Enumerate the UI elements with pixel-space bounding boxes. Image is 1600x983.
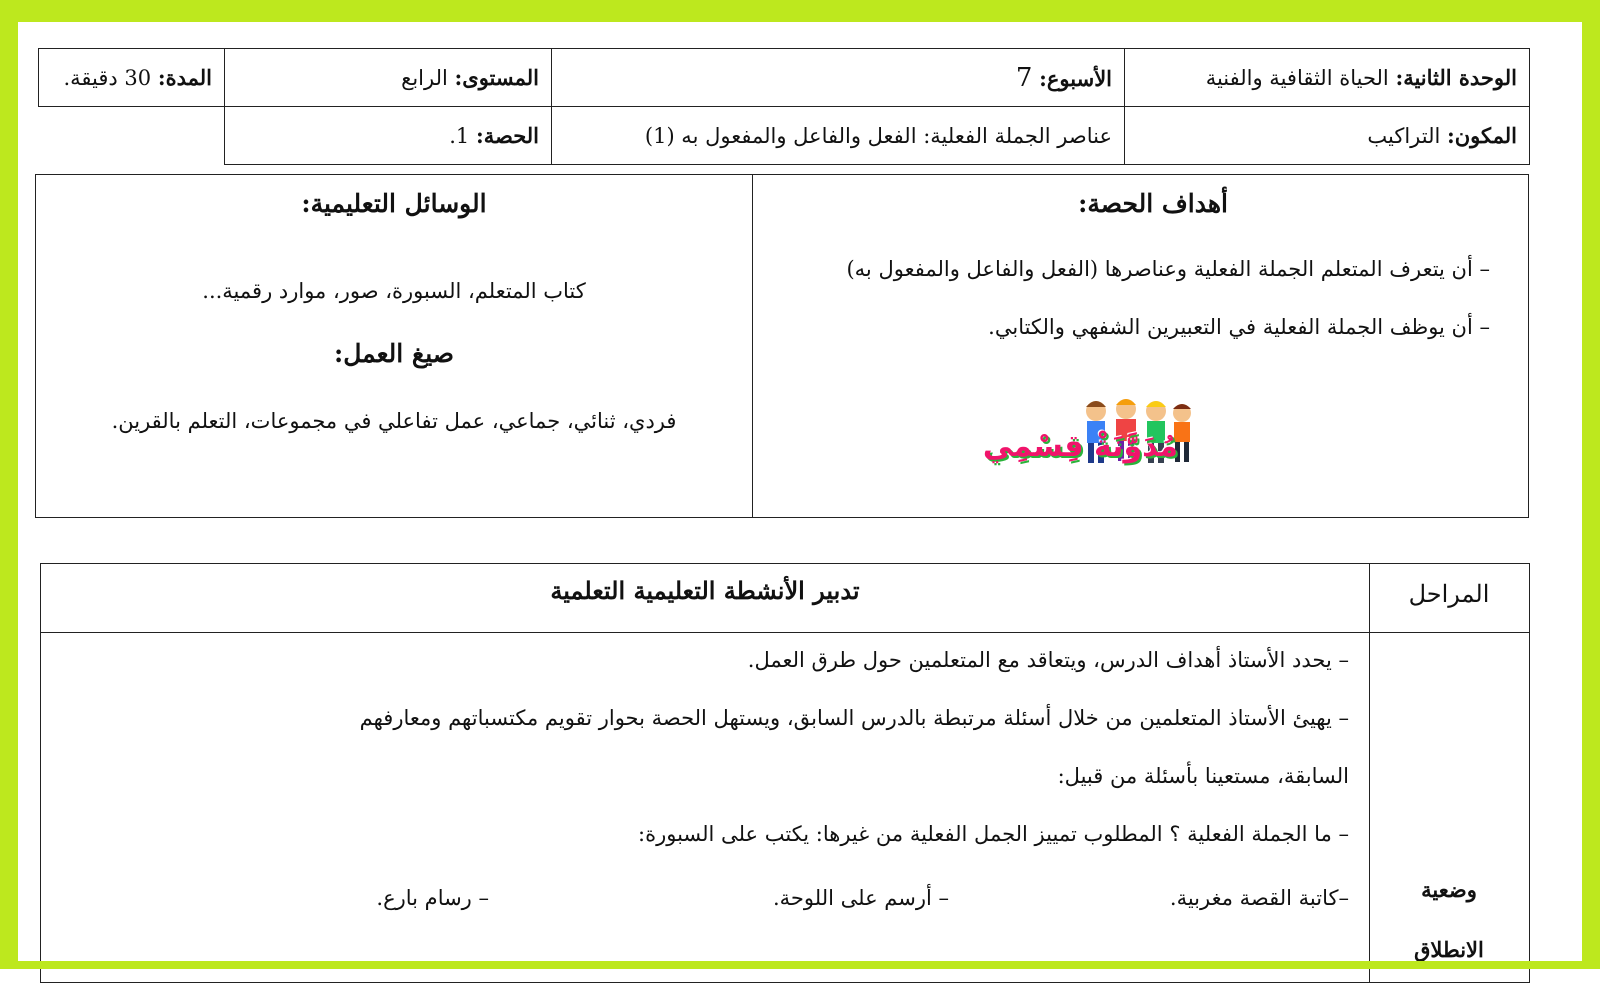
activity-line-1: – يحدد الأستاذ أهداف الدرس، ويتعاقد مع المتعلمين حول طرق العمل. bbox=[747, 648, 1349, 672]
goals-title: أهداف الحصة: bbox=[1078, 189, 1228, 218]
resources-title: الوسائل التعليمية: bbox=[301, 189, 487, 218]
activity-line-3: السابقة، مستعينا بأسئلة من قبيل: bbox=[1057, 764, 1349, 788]
activity-line-4: – ما الجملة الفعلية ؟ المطلوب تمييز الجمل الفعلية من غيرها: يكتب على السبورة: bbox=[638, 822, 1349, 846]
topic-cell: عناصر الجملة الفعلية: الفعل والفاعل والمفعول به (1) bbox=[552, 107, 1125, 165]
section-divider bbox=[752, 175, 753, 517]
logo-text: مُدَوَّنَةْ قِسْمِي bbox=[982, 429, 1178, 464]
blog-logo bbox=[898, 393, 1198, 483]
component-cell: المكون: التراكيب bbox=[1125, 107, 1530, 165]
duration-cell: المدة: 30 دقيقة. bbox=[39, 49, 225, 107]
stages-header: المراحل bbox=[1408, 580, 1490, 608]
goal-item-2: – أن يوظف الجملة الفعلية في التعبيرين الشفهي والكتابي. bbox=[988, 315, 1490, 339]
empty-cell bbox=[39, 107, 225, 165]
stage-name bbox=[1369, 860, 1529, 980]
unit-cell: الوحدة الثانية: الحياة الثقافية والفنية bbox=[1125, 49, 1530, 107]
activities-table bbox=[40, 563, 1530, 983]
example-2: – أرسم على اللوحة. bbox=[772, 886, 949, 910]
example-1: –كاتبة القصة مغربية. bbox=[1169, 886, 1349, 910]
goal-item-1: – أن يتعرف المتعلم الجملة الفعلية وعناصرها (الفعل والفاعل والمفعول به) bbox=[846, 257, 1490, 281]
week-cell: الأسبوع: 7 bbox=[552, 49, 1125, 107]
activities-header: تدبير الأنشطة التعليمية التعلمية bbox=[550, 576, 860, 605]
stage-name-line-2: الانطلاق bbox=[1414, 937, 1484, 962]
goals-resources-box bbox=[35, 174, 1529, 518]
example-3: – رسام بارع. bbox=[376, 886, 489, 910]
activity-line-2: – يهيئ الأستاذ المتعلمين من خلال أسئلة مرتبطة بالدرس السابق، ويستهل الحصة بحوار تقويم مكتسباتهم ومعارفهم bbox=[359, 706, 1349, 730]
work-forms-text: فردي، ثنائي، جماعي، عمل تفاعلي في مجموعات، التعلم بالقرين. bbox=[111, 409, 677, 433]
stage-name-line-1: وضعية bbox=[1421, 877, 1477, 902]
goals-section bbox=[753, 175, 1528, 517]
resources-text: كتاب المتعلم، السبورة، صور، موارد رقمية... bbox=[202, 279, 586, 303]
resources-section bbox=[36, 175, 752, 517]
work-forms-title: صيغ العمل: bbox=[333, 339, 455, 368]
header-row-divider bbox=[41, 632, 1529, 633]
session-cell: الحصة: 1. bbox=[225, 107, 552, 165]
level-cell: المستوى: الرابع bbox=[225, 49, 552, 107]
lesson-info-table bbox=[38, 48, 1530, 165]
